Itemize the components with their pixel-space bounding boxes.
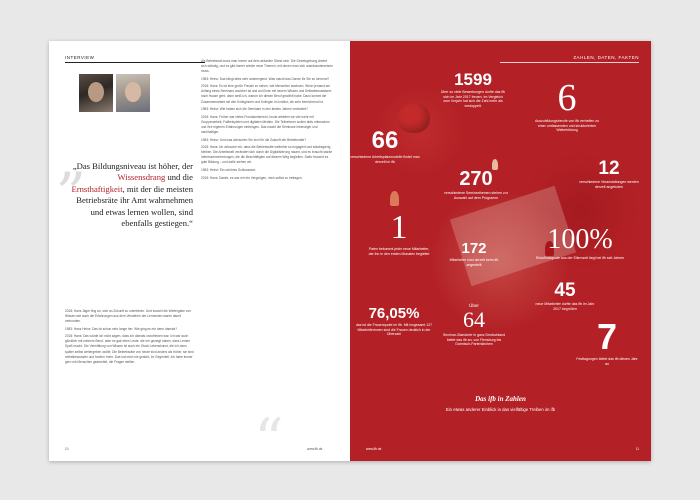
header-rule [500,62,639,63]
stat-caption: Über so viele Bewerbungen durfte das ifb sich im Jahr 2017 freuen. Im Vergleich zum Vorjahr hat sich die Zahl mehr als verdoppelt. [440,90,506,109]
stat-number: 1 [390,209,408,246]
stat-1599 [440,71,506,109]
pull-quote [65,161,193,229]
portrait-photo-young [79,74,113,112]
stat-number: 100% [547,224,613,255]
stat-number: 66 [371,127,399,154]
stat-caption: Mitarbeiter sind derzeit beim ifb angestellt [449,258,499,267]
section-rule [65,62,205,63]
page-number-left: 10 [65,447,69,451]
paragraph: 1983: Heinz: Das klingt alles sehr anstrengend. Was macht das Ganze für Sie so lohnend? [201,76,330,81]
magazine-spread [49,41,651,461]
paragraph: 1983: Heinz: Und was wünschen Sie sich für die Zukunft der Betriebsräte? [201,137,307,142]
stat-caption: Festtagungen bietet das ifb diesen Jahr an [576,357,638,366]
paragraph: 1983: Heinz: Ein schönes Schlusswort. [201,168,257,172]
stat-prefix: Über [469,303,479,308]
infographic-subtitle: Ein etwas anderer Einblick in das vielfältige Treiben im ifb [445,407,556,412]
website-footer-left: www.ifb.de [307,447,323,451]
stat-number: 12 [598,158,620,179]
stat-caption: verschiedene Arbeitsplatzmodelle findet man derzeit im ifb [350,155,420,164]
stat-270 [440,169,512,200]
portrait-face [125,82,141,102]
pull-quote-text: „Das Bildungsniveau ist höher, der [72,161,193,171]
paragraph: 2018: Hans: Früher war vieles Frontalunterricht, heute arbeiten wir viel mehr mit Gruppenarbeit, Fallbeispielen und digitalen Medien. Die Teilnehmer wollen aktiv mitmachen und ihre eigenen Erfahrungen einbringen. Das macht die Seminare lebendiger und nachhaltiger. [201,114,330,134]
paragraph: 2018: Hans Jäger fing an, sich an Zukunft zu orientieren. Und sowohl die Weitergabe von Wissen wie auch die Erfahrungen aus dem Verstehen der Lernenden waren damit verbunden. [65,309,191,324]
stat-caption: Seminar-Standorte in ganz Deutschland bietet das ifb an, von Flensburg bis Garmisch-Partenkirchen [442,333,506,347]
stat-caption: Paten bekommt jeder neue Mitarbeiter, der ihn in den ersten Monaten begleitet [368,247,430,256]
paragraph: 2018: Hans: Ich wünsche mir, dass die Betriebsräte weiterhin so engagiert und wissbegierig bleiben. Die Arbeitswelt verändert sich durch die Digitalisierung rasant, und es braucht starke Interessenvertretungen, die die Beschäftigten auf diesem Weg begleiten. Dafür braucht es gute Bildung – und dafür stehen wir. [201,145,333,165]
body-column-left [65,309,195,367]
stat-6 [532,79,602,133]
stat-100-percent [530,226,630,261]
paragraph: 2018: Hans: Das würde ich nicht sagen, dass ich damals unzufrieden war. Ich war auch glücklich mit meinem Beruf, aber es gab eben Leute, die mir gezeigt haben, dass Lernen Spaß macht. Die Vermittlung von Wissen ist auch ein Stuck Lebenskunst, die ich dann später selbst weitergeben wollte. Die Betriebsräte von heute sind anders als früher, sie sind selbstbewusster und fordern mehr. Das hat mich nie gestört, im Gegenteil: Ich habe immer gern mit Menschen gearbeitet, die Fragen stellen. [65,334,194,364]
infographic-title: Das ifb in Zahlen [475,395,526,403]
stat-number: 64 [463,307,485,332]
body-column-right [201,59,333,183]
stat-caption: das ist die Frauenquote im ifb. Mit insgesamt 127 Mitarbeiterinnen sind die Frauen deutlich in der Überzahl [355,323,433,337]
stat-number: 76,05% [368,305,420,322]
quote-close-icon: “ [254,406,284,461]
pull-quote-highlight: Ernsthaftigkeit [71,183,123,194]
pull-quote-text: , mit der die meisten Betriebsräte ihr Amt wahrnehmen und etwas lernen wollen, sind ebenfalls gestiegen.“ [76,183,193,229]
stat-number: 6 [557,77,577,119]
pull-quote-highlight: Wissensdrang [117,172,166,183]
stat-caption: verschiedene Veranstaltungen werden derzeit angeboten [579,180,639,189]
pull-quote-text: und die [165,172,193,183]
stat-number: 270 [459,168,493,190]
stat-1 [368,211,430,256]
stat-64 [442,303,506,347]
stat-76-percent [352,306,436,337]
stat-172 [446,241,502,267]
stat-number: 45 [554,280,576,301]
left-page [49,41,350,461]
right-page [350,41,651,461]
stat-number: 1599 [454,70,492,89]
section-header: ZAHLEN, DATEN, FAKTEN [573,55,639,60]
stat-number: 172 [461,240,487,257]
portrait-face [88,82,104,102]
page-number-right: 11 [635,447,639,451]
stat-caption: Auszubildungsberufe von ifb verhelfen zu einer umfassenden und strukturierten Weiterbildung [534,119,599,133]
section-label: INTERVIEW [65,55,95,60]
stat-caption: Rückflussquote aus der Elternzeit liegt bei ifb seit Jahren [536,256,624,260]
stat-number: 7 [596,316,618,357]
quote-mark-icon: „ [57,124,88,192]
stat-caption: verschiedene Seminarthemen stehen zur Auswahl auf dem Programm [444,191,508,200]
paragraph: 1983: Hans Heinz: Das ist schon sehr lange her. Wie ging es mir denn damals? [65,326,177,331]
website-footer-right: www.ifb.de [366,447,382,451]
stat-66 [350,129,420,164]
paragraph: 2018: Hans: Danke, es war mir ein Vergnügen, mich selbst zu befragen. [201,175,303,180]
paragraph: 2018: Hans: Es ist eine große Freude zu sehen, wie Menschen wachsen. Wenn jemand am Anfang eines Seminars unsicher ist und am Ende mit neuem Wissen und Selbstbewusstsein nach Hause geht, dann weiß ich, warum ich diesen Beruf gewählt habe. Dazu kommt die Zusammenarbeit mit den Kolleginnen und Kollegen im Institut, die sehr bereichernd ist. [201,84,332,104]
game-pawn [390,191,399,206]
paragraph: 1983: Heinz: Wie haben sich die Seminare in den letzten Jahren verändert? [201,107,308,112]
stat-45 [532,281,598,311]
stat-caption: neue Mitarbeiter durfte das ifb im Jahr 2017 begrüßen [535,302,595,311]
stat-7 [576,316,638,366]
stat-12 [578,159,640,189]
portrait-photo-older [116,74,150,112]
paragraph: Als Betriebsrat muss man immer auf dem aktuellen Stand sein. Die Gesetzgebung ändert sich ständig, und es gibt immer wieder neue Themen, mit denen man sich auseinandersetzen muss. [201,59,333,74]
